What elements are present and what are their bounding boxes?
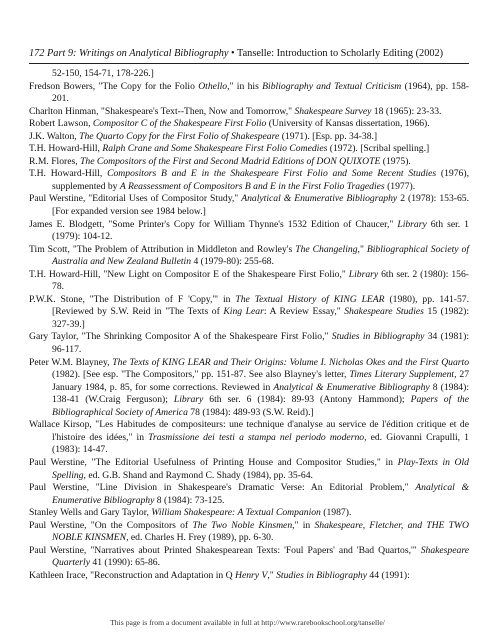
entry-text: Fredson Bowers, "The Copy for the Folio <box>29 80 199 92</box>
entry-title-italic: Play-Texts in Old Spelling <box>52 456 469 481</box>
entry-text: Robert Lawson, <box>29 118 93 130</box>
entry-text: 6th ser. 6 (1984): 89-93 (Antony Hammond); <box>203 394 411 406</box>
entry-title-italic: Trasmissione dei testi a stampa nel periodo moderno <box>148 431 365 443</box>
entry-text: 2 (1978): 153-65. [For expanded version see 1984 below.] <box>52 193 469 218</box>
running-header <box>29 48 469 59</box>
entry-text: 44 (1991): <box>367 569 410 581</box>
entry-title-italic: Compositors B and E in the Shakespeare First Folio and Some Recent Studies <box>107 168 437 180</box>
entry-title-italic: The Texts of KING LEAR and Their Origins: Volume I. Nicholas Okes and the First Quarto <box>112 356 470 368</box>
header-rule <box>29 63 469 64</box>
entry-text: Paul Werstine, "Editorial Uses of Compositor Study," <box>29 193 242 205</box>
bibliography-entry <box>29 294 469 332</box>
bibliography-list <box>29 68 469 582</box>
entry-text: (1982). [See esp. "The Compositors," pp. 151-87. See also Blayney's letter, <box>52 369 350 381</box>
entry-text: 78 (1984): 489-93 (S.W. Reid).] <box>187 406 314 418</box>
bibliography-entry <box>29 168 469 193</box>
entry-title-italic: Times Literary Supplement <box>349 369 455 381</box>
entry-title-italic: The Textual History of KING LEAR <box>235 293 385 305</box>
entry-title-italic: Library <box>348 268 379 280</box>
entry-text: 34 (1981): 96-117. <box>52 331 469 356</box>
entry-title-italic: Compositor C of the Shakespeare First Folio <box>92 118 267 130</box>
entry-text: Paul Werstine, "Narratives about Printed Shakespearean Texts: 'Foul Papers' and 'Bad Quartos,'" <box>29 544 421 556</box>
entry-text: 6th ser. 1 (1979): 104-12. <box>52 218 469 243</box>
entry-title-italic: Studies in Bibliography <box>331 331 425 343</box>
entry-text: (1975). <box>380 155 411 167</box>
entry-text: 41 (1990): 65-86. <box>89 557 161 569</box>
entry-text: Paul Werstine, "The Editorial Usefulness of Printing House and Compositor Studies," in <box>29 456 398 468</box>
entry-title-italic: Shakespeare Survey <box>294 105 372 117</box>
bibliography-entry <box>29 118 469 131</box>
bibliography-entry <box>29 143 469 156</box>
entry-title-italic: King Lear <box>223 306 264 318</box>
bibliography-entry <box>29 419 469 457</box>
entry-text: Kathleen Irace, "Reconstruction and Adaptation in Q <box>29 569 235 581</box>
bibliography-entry <box>29 219 469 244</box>
entry-title-italic: The Compositors of the First and Second Madrid Editions of DON QUIXOTE <box>80 155 381 167</box>
bibliography-entry <box>29 193 469 218</box>
entry-text: P.W.K. Stone, "The Distribution of F 'Copy,'" in <box>29 293 236 305</box>
entry-text: T.H. Howard-Hill, <box>29 143 103 155</box>
entry-text: (1976), supplemented by <box>52 168 469 192</box>
entry-text: Stanley Wells and Gary Taylor, <box>29 507 152 519</box>
entry-text: Tim Scott, "The Problem of Attribution in Middleton and Rowley's <box>29 243 296 255</box>
entry-text: T.H. Howard-Hill, <box>29 168 108 180</box>
header-bullet: • <box>231 48 235 59</box>
bibliography-entry <box>29 68 469 81</box>
entry-text: , 27 January 1984, p. 85, for some corrections. Reviewed in <box>52 369 470 393</box>
entry-title-italic: Studies in Bibliography <box>276 569 367 581</box>
entry-text: ," in his <box>227 80 263 92</box>
entry-title-italic: Henry V <box>235 569 268 581</box>
entry-title-italic: Library <box>173 394 204 406</box>
entry-title-italic: Bibliographical Society of Australia and New Zealand Bulletin <box>52 243 470 268</box>
entry-title-italic: Ralph Crane and Some Shakespeare First Folio Comedies <box>102 143 328 155</box>
entry-text: 8 (1984): 73-125. <box>154 494 225 506</box>
bibliography-entry <box>29 570 469 583</box>
entry-text: (1977). <box>384 180 416 192</box>
bibliography-entry <box>29 331 469 356</box>
entry-text: 4 (1979-80): 255-68. <box>191 256 274 268</box>
entry-title-italic: A Reassessment of Compositors B and E in the First Folio Tragedies <box>119 180 385 192</box>
bibliography-entry <box>29 106 469 119</box>
entry-text: (1980), pp. 141-57. [Reviewed by S.W. Reid in "The Texts of <box>52 293 470 318</box>
bibliography-entry <box>29 269 469 294</box>
entry-title-italic: William Shakespeare: A Textual Companion <box>151 507 321 519</box>
entry-text: Paul Werstine, "Line Division in Shakespeare's Dramatic Verse: An Editorial Problem," <box>29 482 416 494</box>
page-footer: This page is from a document available in full at http://www.rarebookschool.org/tanselle/ <box>110 618 385 627</box>
entry-title-italic: The Changeling <box>295 243 358 255</box>
entry-title-italic: Papers of the Bibliographical Society of America <box>52 394 469 418</box>
bibliography-entry <box>29 357 469 420</box>
entry-text: Peter W.M. Blayney, <box>29 356 113 368</box>
entry-text: Wallace Kirsop, "Les Habitudes de compositeurs: une technique d'analyse au service de l'édition critique et de l'histoire des idées," in <box>29 419 469 443</box>
entry-text: (1972). [Scribal spelling.] <box>327 143 430 155</box>
bibliography-entry <box>29 520 469 545</box>
bibliography-entry <box>29 545 469 570</box>
entry-text: ," <box>357 243 367 255</box>
entry-text: 18 (1965): 23-33. <box>371 105 442 117</box>
entry-text: , ed. Giovanni Crapulli, 1 (1983): 14-47. <box>52 431 469 456</box>
entry-text: J.K. Walton, <box>29 130 80 142</box>
entry-title-italic: Shakespeare Quarterly <box>52 544 469 569</box>
entry-text: (1971). [Esp. pp. 34-38.] <box>279 130 378 142</box>
entry-text: 6th ser. 2 (1980): 156-78. <box>52 268 470 293</box>
entry-text: James E. Blodgett, "Some Printer's Copy for William Thynne's 1532 Edition of Chaucer," <box>29 218 398 230</box>
entry-text: (1964), pp. 158-201. <box>52 80 469 105</box>
bibliography-entry <box>29 482 469 507</box>
bibliography-entry <box>29 457 469 482</box>
entry-title-italic: Analytical & Enumerative Bibliography <box>52 482 470 506</box>
entry-title-italic: Shakespeare, Fletcher, and THE TWO NOBLE KINSMEN <box>52 519 470 544</box>
header-part: 172 Part 9: Writings on Analytical Bibliography <box>29 48 229 59</box>
bibliography-entry <box>29 81 469 106</box>
entry-text: 8 (1984): 138-41 (W.Craig Ferguson); <box>52 381 469 406</box>
entry-text: Charlton Hinman, "Shakespeare's Text--Then, Now and Tomorrow," <box>29 105 295 117</box>
entry-title-italic: The Two Noble Kinsmen <box>192 519 293 531</box>
entry-text: (University of Kansas dissertation, 1966). <box>266 118 430 130</box>
entry-title-italic: Analytical & Enumerative Bibliography <box>273 381 430 393</box>
entry-text: 15 (1982): 327-39.] <box>52 306 469 330</box>
entry-text: ," <box>267 569 277 581</box>
bibliography-entry <box>29 507 469 520</box>
entry-text: (1987). <box>320 507 352 519</box>
entry-title-italic: Bibliography and Textual Criticism <box>262 80 402 92</box>
entry-text: 52-150, 154-71, 178-226.] <box>52 68 154 79</box>
bibliography-entry <box>29 244 469 269</box>
entry-text: T.H. Howard-Hill, "New Light on Compositor E of the Shakespeare First Folio," <box>29 268 349 280</box>
bibliography-entry <box>29 131 469 144</box>
entry-title-italic: Othello <box>198 80 228 92</box>
entry-text: , ed. G.B. Shand and Raymond C. Shady (1984), pp. 35-64. <box>83 469 313 481</box>
entry-title-italic: Shakespeare Studies <box>344 306 424 318</box>
bibliography-entry <box>29 156 469 169</box>
entry-title-italic: The Quarto Copy for the First Folio of Shakespeare <box>79 130 280 142</box>
header-title: Tanselle: Introduction to Scholarly Editing (2002) <box>237 48 444 59</box>
entry-text: Paul Werstine, "On the Compositors of <box>29 519 193 531</box>
entry-title-italic: Library <box>397 218 427 230</box>
entry-text: R.M. Flores, <box>29 155 81 167</box>
entry-text: ," in <box>292 519 315 531</box>
entry-title-italic: Analytical & Enumerative Bibliography <box>241 193 398 205</box>
entry-text: , ed. Charles H. Frey (1989), pp. 6-30. <box>126 532 274 544</box>
entry-text: : A Review Essay," <box>263 306 345 318</box>
entry-text: Gary Taylor, "The Shrinking Compositor A of the Shakespeare First Folio," <box>29 331 332 343</box>
